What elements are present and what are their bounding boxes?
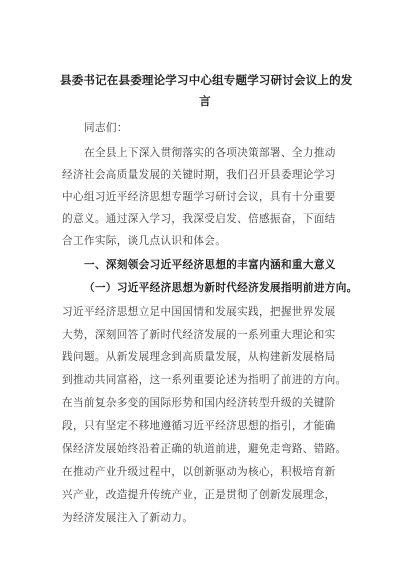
body-line: 保经济发展始终沿着正确的轨道前进，避免走弯路、错路。 bbox=[62, 443, 347, 455]
body-line: 践问题。从新发展理念到高质量发展，从构建新发展格局 bbox=[62, 351, 336, 363]
body-line: 段，只有坚定不移地遵循习近平经济思想的指引，才能确 bbox=[62, 420, 336, 432]
section-heading: 一、深刻领会习近平经济思想的丰富内涵和重大意义 bbox=[84, 259, 336, 271]
salutation: 同志们： bbox=[84, 122, 128, 134]
intro-line: 合工作实际，谈几点认识和体会。 bbox=[62, 235, 227, 247]
intro-line: 经济社会高质量发展的关键时期，我们召开县委理论学习 bbox=[62, 169, 336, 181]
body-line: 兴产业，改造提升传统产业，正是贯彻了创新发展理念， bbox=[62, 489, 336, 501]
body-line: 习近平经济思想立足中国国情和发展实践，把握世界发展 bbox=[62, 306, 336, 318]
intro-line: 在全县上下深入贯彻落实的各项决策部署、全力推动 bbox=[84, 147, 336, 159]
body-line: 为经济发展注入了新动力。 bbox=[62, 512, 194, 524]
intro-line: 中心组习近平经济思想专题学习研讨会议，具有十分重要 bbox=[62, 191, 336, 203]
intro-line: 的意义。通过深入学习，我深受启发、倍感振奋，下面结 bbox=[62, 213, 336, 225]
body-line: 在推动产业升级过程中，以创新驱动为核心，积极培育新 bbox=[62, 466, 336, 478]
body-line: 到推动共同富裕，这一系列重要论述为指明了前进的方向。 bbox=[62, 374, 347, 386]
body-line: 在当前复杂多变的国际形势和国内经济转型升级的关键阶 bbox=[62, 397, 336, 409]
document-title-line-2: 言 bbox=[199, 94, 211, 108]
subsection-heading: （一）习近平经济思想为新时代经济发展指明前进方向。 bbox=[84, 282, 358, 294]
document-title-line-1: 县委书记在县委理论学习中心组专题学习研讨会议上的发 bbox=[60, 73, 353, 87]
body-line: 大势，深刻回答了新时代经济发展的一系列重大理论和实 bbox=[62, 329, 336, 341]
